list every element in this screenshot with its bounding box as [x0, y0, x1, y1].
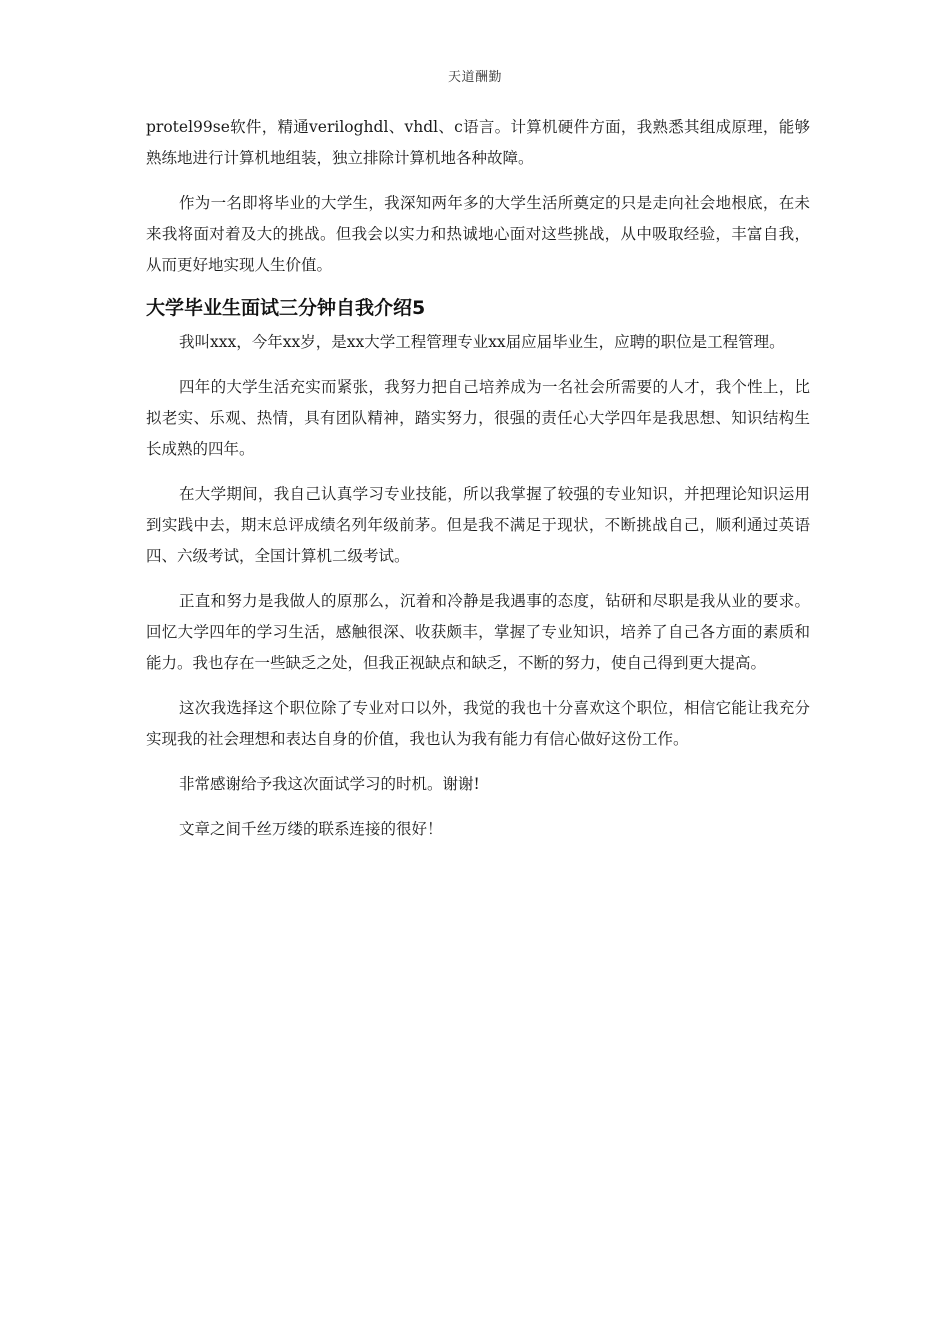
- page-header: 天道酬勤: [447, 70, 502, 85]
- section-title: 大学毕业生面试三分钟自我介绍5: [146, 297, 426, 319]
- paragraph-thanks: 非常感谢给予我这次面试学习的时机。谢谢!: [179, 775, 480, 793]
- paragraph-principles: 正直和努力是我做人的原那么，沉着和冷静是我遇事的态度，钻研和尽职是我从业的要求。回忆大学四年的学习生活，感触很深、收获颇丰，掌握了专业知识，培养了自己各方面的素质和能力。我也存在一些缺乏之处，但我正视缺点和缺乏，不断的努力，使自己得到更大提高。: [146, 592, 810, 672]
- paragraph-continuation: protel99se软件，精通veriloghdl、vhdl、c语言。计算机硬件方面，我熟悉其组成原理，能够熟练地进行计算机地组装，独立排除计算机地各种故障。: [146, 118, 810, 167]
- paragraph-study: 在大学期间，我自己认真学习专业技能，所以我掌握了较强的专业知识，并把理论知识运用到实践中去，期末总评成绩名列年级前茅。但是我不满足于现状，不断挑战自己，顺利通过英语四、六级考试，全国计算机二级考试。: [146, 485, 810, 565]
- document-body: [146, 112, 810, 859]
- paragraph-intro: 我叫xxx，今年xx岁，是xx大学工程管理专业xx届应届毕业生，应聘的职位是工程管理。: [179, 333, 785, 351]
- paragraph-closing-note: 文章之间千丝万缕的联系连接的很好！: [179, 820, 443, 838]
- paragraph-position-choice: 这次我选择这个职位除了专业对口以外，我觉的我也十分喜欢这个职位，相信它能让我充分实现我的社会理想和表达自身的价值，我也认为我有能力有信心做好这份工作。: [146, 699, 810, 748]
- paragraph-university-life: 四年的大学生活充实而紧张，我努力把自己培养成为一名社会所需要的人才，我个性上，比拟老实、乐观、热情，具有团队精神，踏实努力，很强的责任心大学四年是我思想、知识结构生长成熟的四年。: [146, 378, 810, 458]
- paragraph-graduate-outlook: 作为一名即将毕业的大学生，我深知两年多的大学生活所奠定的只是走向社会地根底，在未来我将面对着及大的挑战。但我会以实力和热诚地心面对这些挑战，从中吸取经验，丰富自我，从而更好地实现人生价值。: [146, 194, 810, 274]
